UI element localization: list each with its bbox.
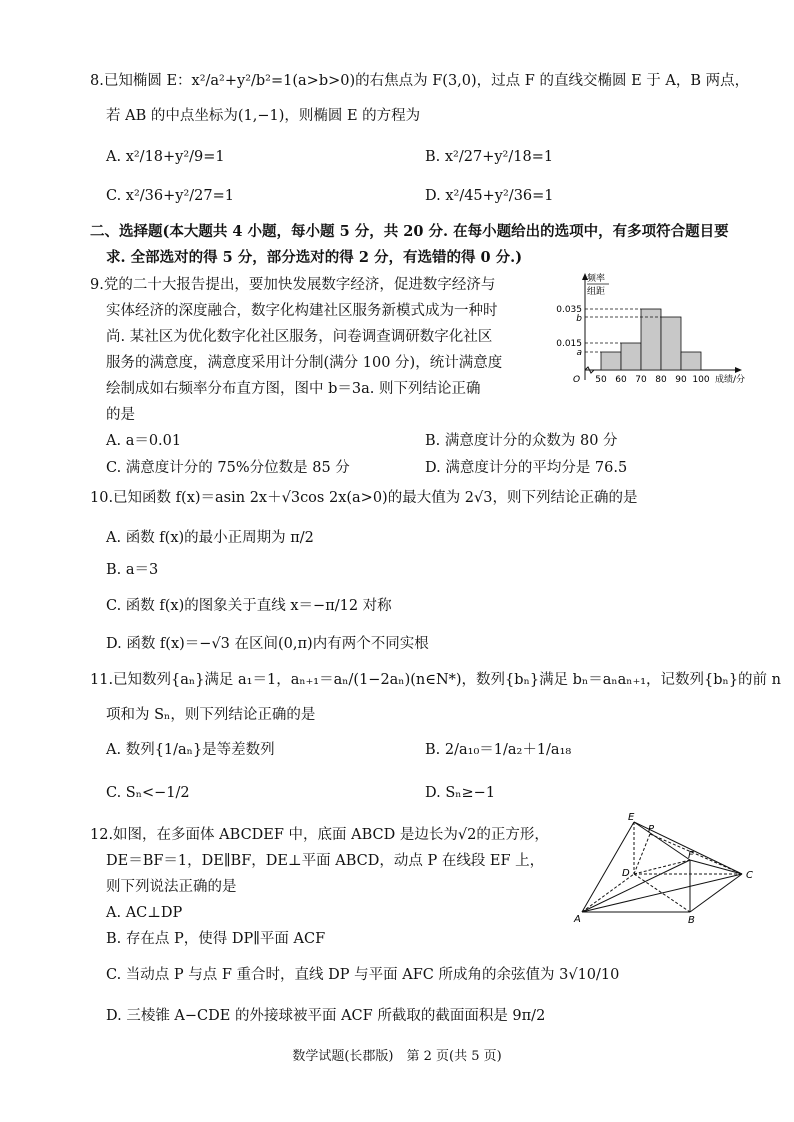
q12-option-d: D. 三棱锥 A−CDE 的外接球被平面 ACF 所截取的截面面积是 9π/2 (106, 1008, 546, 1024)
q10-option-b: B. a＝3 (106, 562, 159, 578)
q9-option-d: D. 满意度计分的平均分是 76.5 (425, 460, 628, 476)
q8-option-a: A. x²/18+y²/9=1 (106, 149, 225, 165)
q9-option-b: B. 满意度计分的众数为 80 分 (425, 433, 618, 449)
q11-stem-line1: 11.已知数列{aₙ}满足 a₁＝1，aₙ₊₁＝aₙ/(1−2aₙ)(n∈N*)，数列{bₙ}满足 bₙ＝aₙaₙ₊₁，记数列{bₙ}的前 n (90, 672, 781, 688)
label-e: E (628, 812, 635, 823)
y-label-bottom: 组距 (587, 287, 606, 297)
histogram-bar-80-90 (661, 317, 681, 370)
origin-label: O (573, 375, 581, 385)
q8-option-c: C. x²/36+y²/27=1 (106, 188, 234, 204)
x-tick-50: 50 (595, 375, 607, 385)
q11-option-a: A. 数列{1/aₙ}是等差数列 (106, 742, 275, 758)
q12-option-c: C. 当动点 P 与点 F 重合时，直线 DP 与平面 AFC 所成角的余弦值为 3√10/10 (106, 967, 620, 983)
q9-line4: 服务的满意度，满意度采用计分制(满分 100 分)，统计满意度 (106, 355, 503, 371)
page-footer: 数学试题(长郡版) 第 2 页(共 5 页) (292, 1049, 502, 1064)
y-tick-a: a (576, 348, 582, 358)
q12-option-a: A. AC⊥DP (106, 905, 183, 921)
label-a: A (574, 914, 581, 925)
x-tick-90: 90 (675, 375, 687, 385)
q9-histogram (556, 270, 760, 390)
x-axis-label: 成绩/分 (715, 375, 746, 385)
y-tick-0035: 0.035 (556, 305, 582, 315)
q12-line3: 则下列说法正确的是 (106, 879, 237, 895)
histogram-bar-70-80 (641, 309, 661, 370)
y-tick-0015: 0.015 (556, 339, 582, 349)
q12-line2: DE＝BF＝1，DE∥BF，DE⊥平面 ABCD，动点 P 在线段 EF 上， (106, 853, 545, 869)
x-tick-70: 70 (635, 375, 647, 385)
x-tick-60: 60 (615, 375, 627, 385)
q8-stem-line1: 8.已知椭圆 E：x²/a²+y²/b²=1(a>b>0)的右焦点为 F(3,0)，过点 F 的直线交椭圆 E 于 A，B 两点， (90, 73, 750, 89)
x-axis-arrow (735, 367, 742, 373)
x-tick-80: 80 (655, 375, 667, 385)
y-tick-b: b (576, 314, 582, 324)
q11-option-c: C. Sₙ<−1/2 (106, 785, 190, 801)
section-heading-line1: 二、选择题(本大题共 4 小题，每小题 5 分，共 20 分. 在每小题给出的选项中，有多项符合题目要 (90, 223, 729, 240)
section-heading-line2: 求. 全部选对的得 5 分，部分选对的得 2 分，有选错的得 0 分.) (106, 249, 523, 266)
q9-line1: 9.党的二十大报告提出，要加快发展数字经济，促进数字经济与 (90, 277, 496, 293)
q9-line6: 的是 (106, 407, 135, 423)
q8-option-d: D. x²/45+y²/36=1 (425, 188, 554, 204)
label-b: B (688, 915, 695, 926)
q9-line5: 绘制成如右频率分布直方图，图中 b＝3a. 则下列结论正确 (106, 381, 481, 397)
histogram-bar-60-70 (621, 343, 641, 370)
label-d: D (622, 868, 630, 879)
x-tick-100: 100 (692, 375, 710, 385)
histogram-bar-50-60 (601, 352, 621, 370)
q12-line1: 12.如图，在多面体 ABCDEF 中，底面 ABCD 是边长为√2的正方形， (90, 827, 549, 843)
q10-option-d: D. 函数 f(x)＝−√3 在区间(0,π)内有两个不同实根 (106, 636, 429, 652)
y-label-top: 频率 (587, 274, 606, 284)
q12-option-b: B. 存在点 P，使得 DP∥平面 ACF (106, 931, 326, 947)
q10-stem: 10.已知函数 f(x)＝asin 2x＋√3cos 2x(a>0)的最大值为 2√3，则下列结论正确的是 (90, 490, 638, 506)
q10-option-a: A. 函数 f(x)的最小正周期为 π/2 (106, 530, 314, 546)
q9-option-a: A. a＝0.01 (106, 433, 182, 449)
q9-line3: 尚. 某社区为优化数字化社区服务，问卷调查调研数字化社区 (106, 329, 493, 345)
q8-stem-line2: 若 AB 的中点坐标为(1,−1)，则椭圆 E 的方程为 (106, 108, 421, 124)
q9-option-c: C. 满意度计分的 75%分位数是 85 分 (106, 460, 350, 476)
q11-option-d: D. Sₙ≥−1 (425, 785, 496, 801)
q9-line2: 实体经济的深度融合，数字化构建社区服务新模式成为一种时 (106, 303, 498, 319)
q12-polyhedron-figure (570, 812, 770, 924)
label-f: F (688, 850, 694, 861)
q11-stem-line2: 项和为 Sₙ，则下列结论正确的是 (106, 707, 316, 723)
q10-option-c: C. 函数 f(x)的图象关于直线 x＝−π/12 对称 (106, 598, 392, 614)
histogram-bar-90-100 (681, 352, 701, 370)
q11-option-b: B. 2/a₁₀＝1/a₂＋1/a₁₈ (425, 742, 572, 758)
label-c: C (746, 870, 753, 881)
label-p: P (648, 824, 655, 835)
q8-option-b: B. x²/27+y²/18=1 (425, 149, 554, 165)
